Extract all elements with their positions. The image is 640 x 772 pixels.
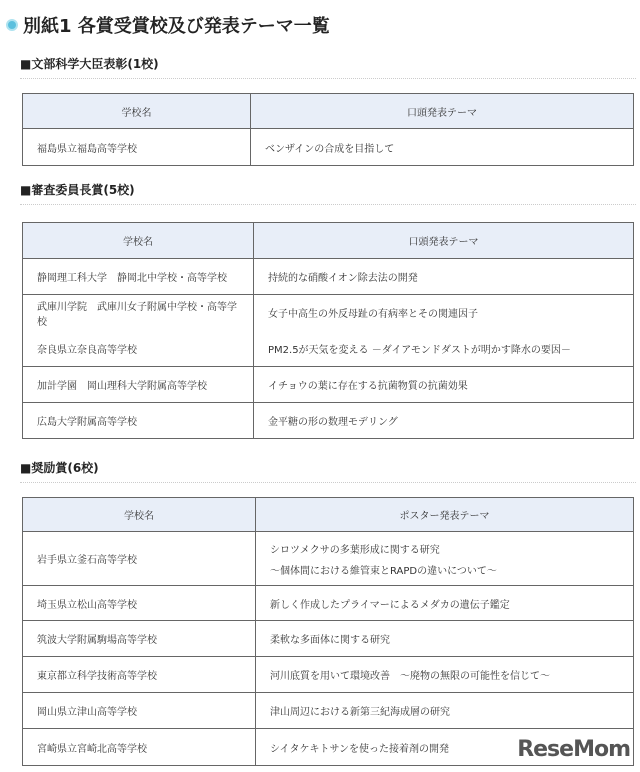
school-name: 武庫川学院 武庫川女子附属中学校・高等学校 xyxy=(23,295,254,331)
theme: 津山周辺における新第三紀海成層の研究 xyxy=(256,693,634,729)
resemom-logo: ReseMom xyxy=(517,737,630,762)
table-row xyxy=(23,532,634,586)
theme-line: シロツメクサの多葉形成に関する研究 xyxy=(270,544,440,556)
col-header: 口頭発表テーマ xyxy=(254,223,634,259)
table-row xyxy=(23,657,634,693)
table-row xyxy=(23,693,634,729)
school-name: 加計学園 岡山理科大学附属高等学校 xyxy=(23,367,254,403)
section-heading: ■文部科学大臣表彰(1校) xyxy=(20,55,636,79)
theme: 柔軟な多面体に関する研究 xyxy=(256,621,634,657)
school-name: 宮崎県立宮崎北高等学校 xyxy=(23,729,256,766)
theme: 金平糖の形の数理モデリング xyxy=(254,403,634,439)
page-title xyxy=(6,12,330,38)
theme: シイタケキトサンを使った接着剤の開発 xyxy=(256,729,634,766)
school-name: 広島大学附属高等学校 xyxy=(23,403,254,439)
table-row xyxy=(23,129,634,166)
school-name: 静岡理工科大学 静岡北中学校・高等学校 xyxy=(23,259,254,295)
theme: 新しく作成したプライマーによるメダカの遺伝子鑑定 xyxy=(256,586,634,621)
table-row xyxy=(23,586,634,621)
school-name: 奈良県立奈良高等学校 xyxy=(23,331,254,367)
col-header: 学校名 xyxy=(23,94,251,129)
section-heading: ■審査委員長賞(5校) xyxy=(20,181,636,205)
col-header: 学校名 xyxy=(23,223,254,259)
theme: 女子中高生の外反母趾の有病率とその関連因子 xyxy=(254,295,634,331)
title-text: 別紙1 各賞受賞校及び発表テーマ一覧 xyxy=(23,16,330,37)
theme xyxy=(256,532,634,586)
col-header: 学校名 xyxy=(23,498,256,532)
school-name: 筑波大学附属駒場高等学校 xyxy=(23,621,256,657)
school-name: 岩手県立釜石高等学校 xyxy=(23,532,256,586)
award-table-minister xyxy=(22,93,634,166)
col-header: ポスター発表テーマ xyxy=(256,498,634,532)
col-header: 口頭発表テーマ xyxy=(251,94,634,129)
theme: ベンザインの合成を目指して xyxy=(251,129,634,166)
school-name: 埼玉県立松山高等学校 xyxy=(23,586,256,621)
theme: イチョウの葉に存在する抗菌物質の抗菌効果 xyxy=(254,367,634,403)
table-row xyxy=(23,331,634,367)
theme: PM2.5が天気を変える －ダイアモンドダストが明かす降水の要因－ xyxy=(254,331,634,367)
school-name: 東京都立科学技術高等学校 xyxy=(23,657,256,693)
theme: 河川底質を用いて環境改善 ～廃物の無限の可能性を信じて～ xyxy=(256,657,634,693)
table-row xyxy=(23,295,634,331)
school-name: 福島県立福島高等学校 xyxy=(23,129,251,166)
award-table-encouragement xyxy=(22,497,634,766)
theme: 持続的な硝酸イオン除去法の開発 xyxy=(254,259,634,295)
section-heading: ■奨励賞(6校) xyxy=(20,459,636,483)
table-row xyxy=(23,367,634,403)
table-row xyxy=(23,403,634,439)
award-table-chair xyxy=(22,222,634,439)
theme-subtitle: ～個体間における維管束とRAPDの違いについて～ xyxy=(270,565,497,577)
school-name: 岡山県立津山高等学校 xyxy=(23,693,256,729)
bullet-icon xyxy=(6,19,18,31)
table-row xyxy=(23,621,634,657)
table-row xyxy=(23,259,634,295)
